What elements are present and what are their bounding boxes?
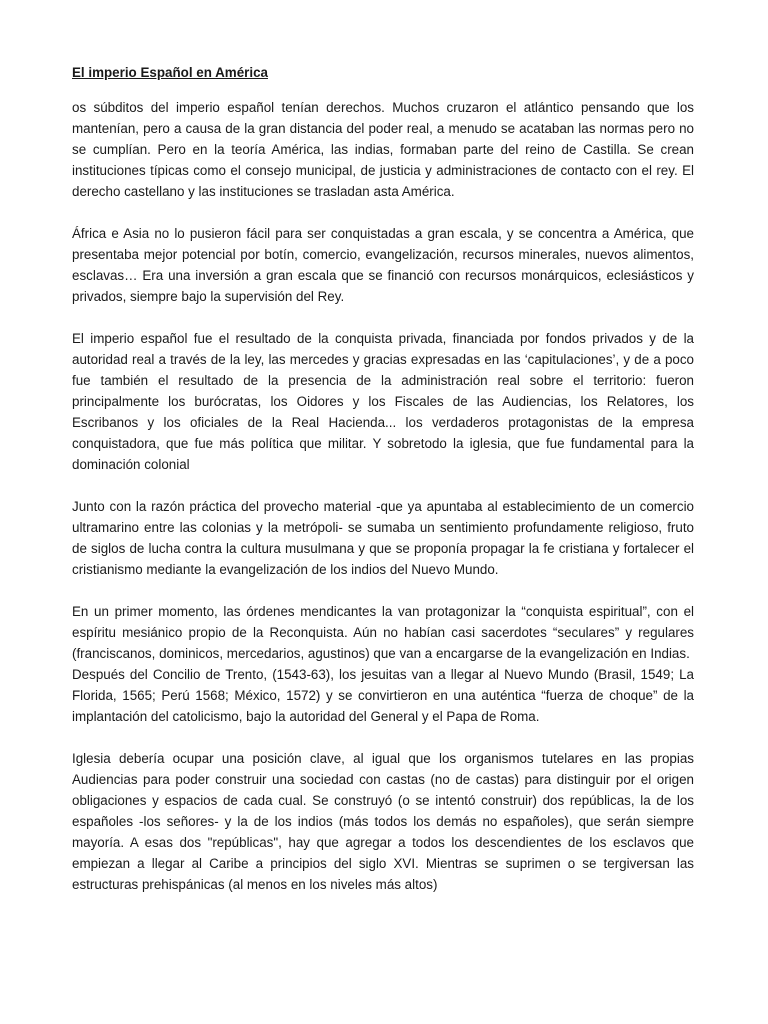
paragraph-iglesia-castas: Iglesia debería ocupar una posición clave, al igual que los organismos tutelares en las propias Audiencias para poder construir una sociedad con castas (no de castas) para distinguir por el origen obligaciones y espacios de cada cual. Se construyó (o se intentó construir) dos repúblicas, la de los españoles -los señores- y la de los indios (más todos los demás no españoles), que serán siempre mayoría. A esas dos "repúblicas", hay que agregar a todos los descendientes de los esclavos que empiezan a llegar al Caribe a principios del siglo XVI. Mientras se suprimen o se tergiversan las estructuras prehispánicas (al menos en los niveles más altos) [72, 751, 694, 892]
paragraph-concilio-trento: Después del Concilio de Trento, (1543-63), los jesuitas van a llegar al Nuevo Mundo (Brasil, 1549; La Florida, 1565; Perú 1568; México, 1572) y se convirtieron en una auténtica “fuerza de choque” de la implantación del catolicismo, bajo la autoridad del General y el Papa de Roma. [72, 667, 694, 724]
paragraph-ordenes-mendicantes: En un primer momento, las órdenes mendicantes la van protagonizar la “conquista espiritual”, con el espíritu mesiánico propio de la Reconquista. Aún no habían casi sacerdotes “seculares” y regulares (franciscanos, dominicos, mercedarios, agustinos) que van a encargarse de la evangelización en Indias. [72, 604, 694, 661]
document-title: El imperio Español en América [72, 65, 268, 80]
paragraph-derechos: os súbditos del imperio español tenían derechos. Muchos cruzaron el atlántico pensando que los mantenían, pero a causa de la gran distancia del poder real, a menudo se acataban las normas pero no se cumplían. Pero en la teoría América, las indias, formaban parte del reino de Castilla. Se crean instituciones típicas como el consejo municipal, de justicia y administraciones de contacto con el rey. El derecho castellano y las instituciones se trasladan asta América. [72, 100, 694, 199]
paragraph-africa-asia: África e Asia no lo pusieron fácil para ser conquistadas a gran escala, y se concentra a América, que presentaba mejor potencial por botín, comercio, evangelización, recursos minerales, nuevos alimentos, esclavas… Era una inversión a gran escala que se financió con recursos monárquicos, eclesiásticos y privados, siempre bajo la supervisión del Rey. [72, 226, 694, 304]
paragraph-conquista-privada: El imperio español fue el resultado de la conquista privada, financiada por fondos privados y de la autoridad real a través de la ley, las mercedes y gracias expresadas en las ‘capitulaciones’, y de a poco fue también el resultado de la presencia de la administración real sobre el territorio: fueron principalmente los burócratas, los Oidores y los Fiscales de las Audiencias, los Relatores, los Escribanos y los oficiales de la Real Hacienda... los verdaderos protagonistas de la empresa conquistadora, que fue más política que militar. Y sobretodo la iglesia, que fue fundamental para la dominación colonial [72, 331, 694, 472]
paragraph-provecho-material: Junto con la razón práctica del provecho material -que ya apuntaba al establecimiento de un comercio ultramarino entre las colonias y la metrópoli- se sumaba un sentimiento profundamente religioso, fruto de siglos de lucha contra la cultura musulmana y que se proponía propagar la fe cristiana y fortalecer el cristianismo mediante la evangelización de los indios del Nuevo Mundo. [72, 499, 694, 577]
document-page [72, 62, 694, 916]
